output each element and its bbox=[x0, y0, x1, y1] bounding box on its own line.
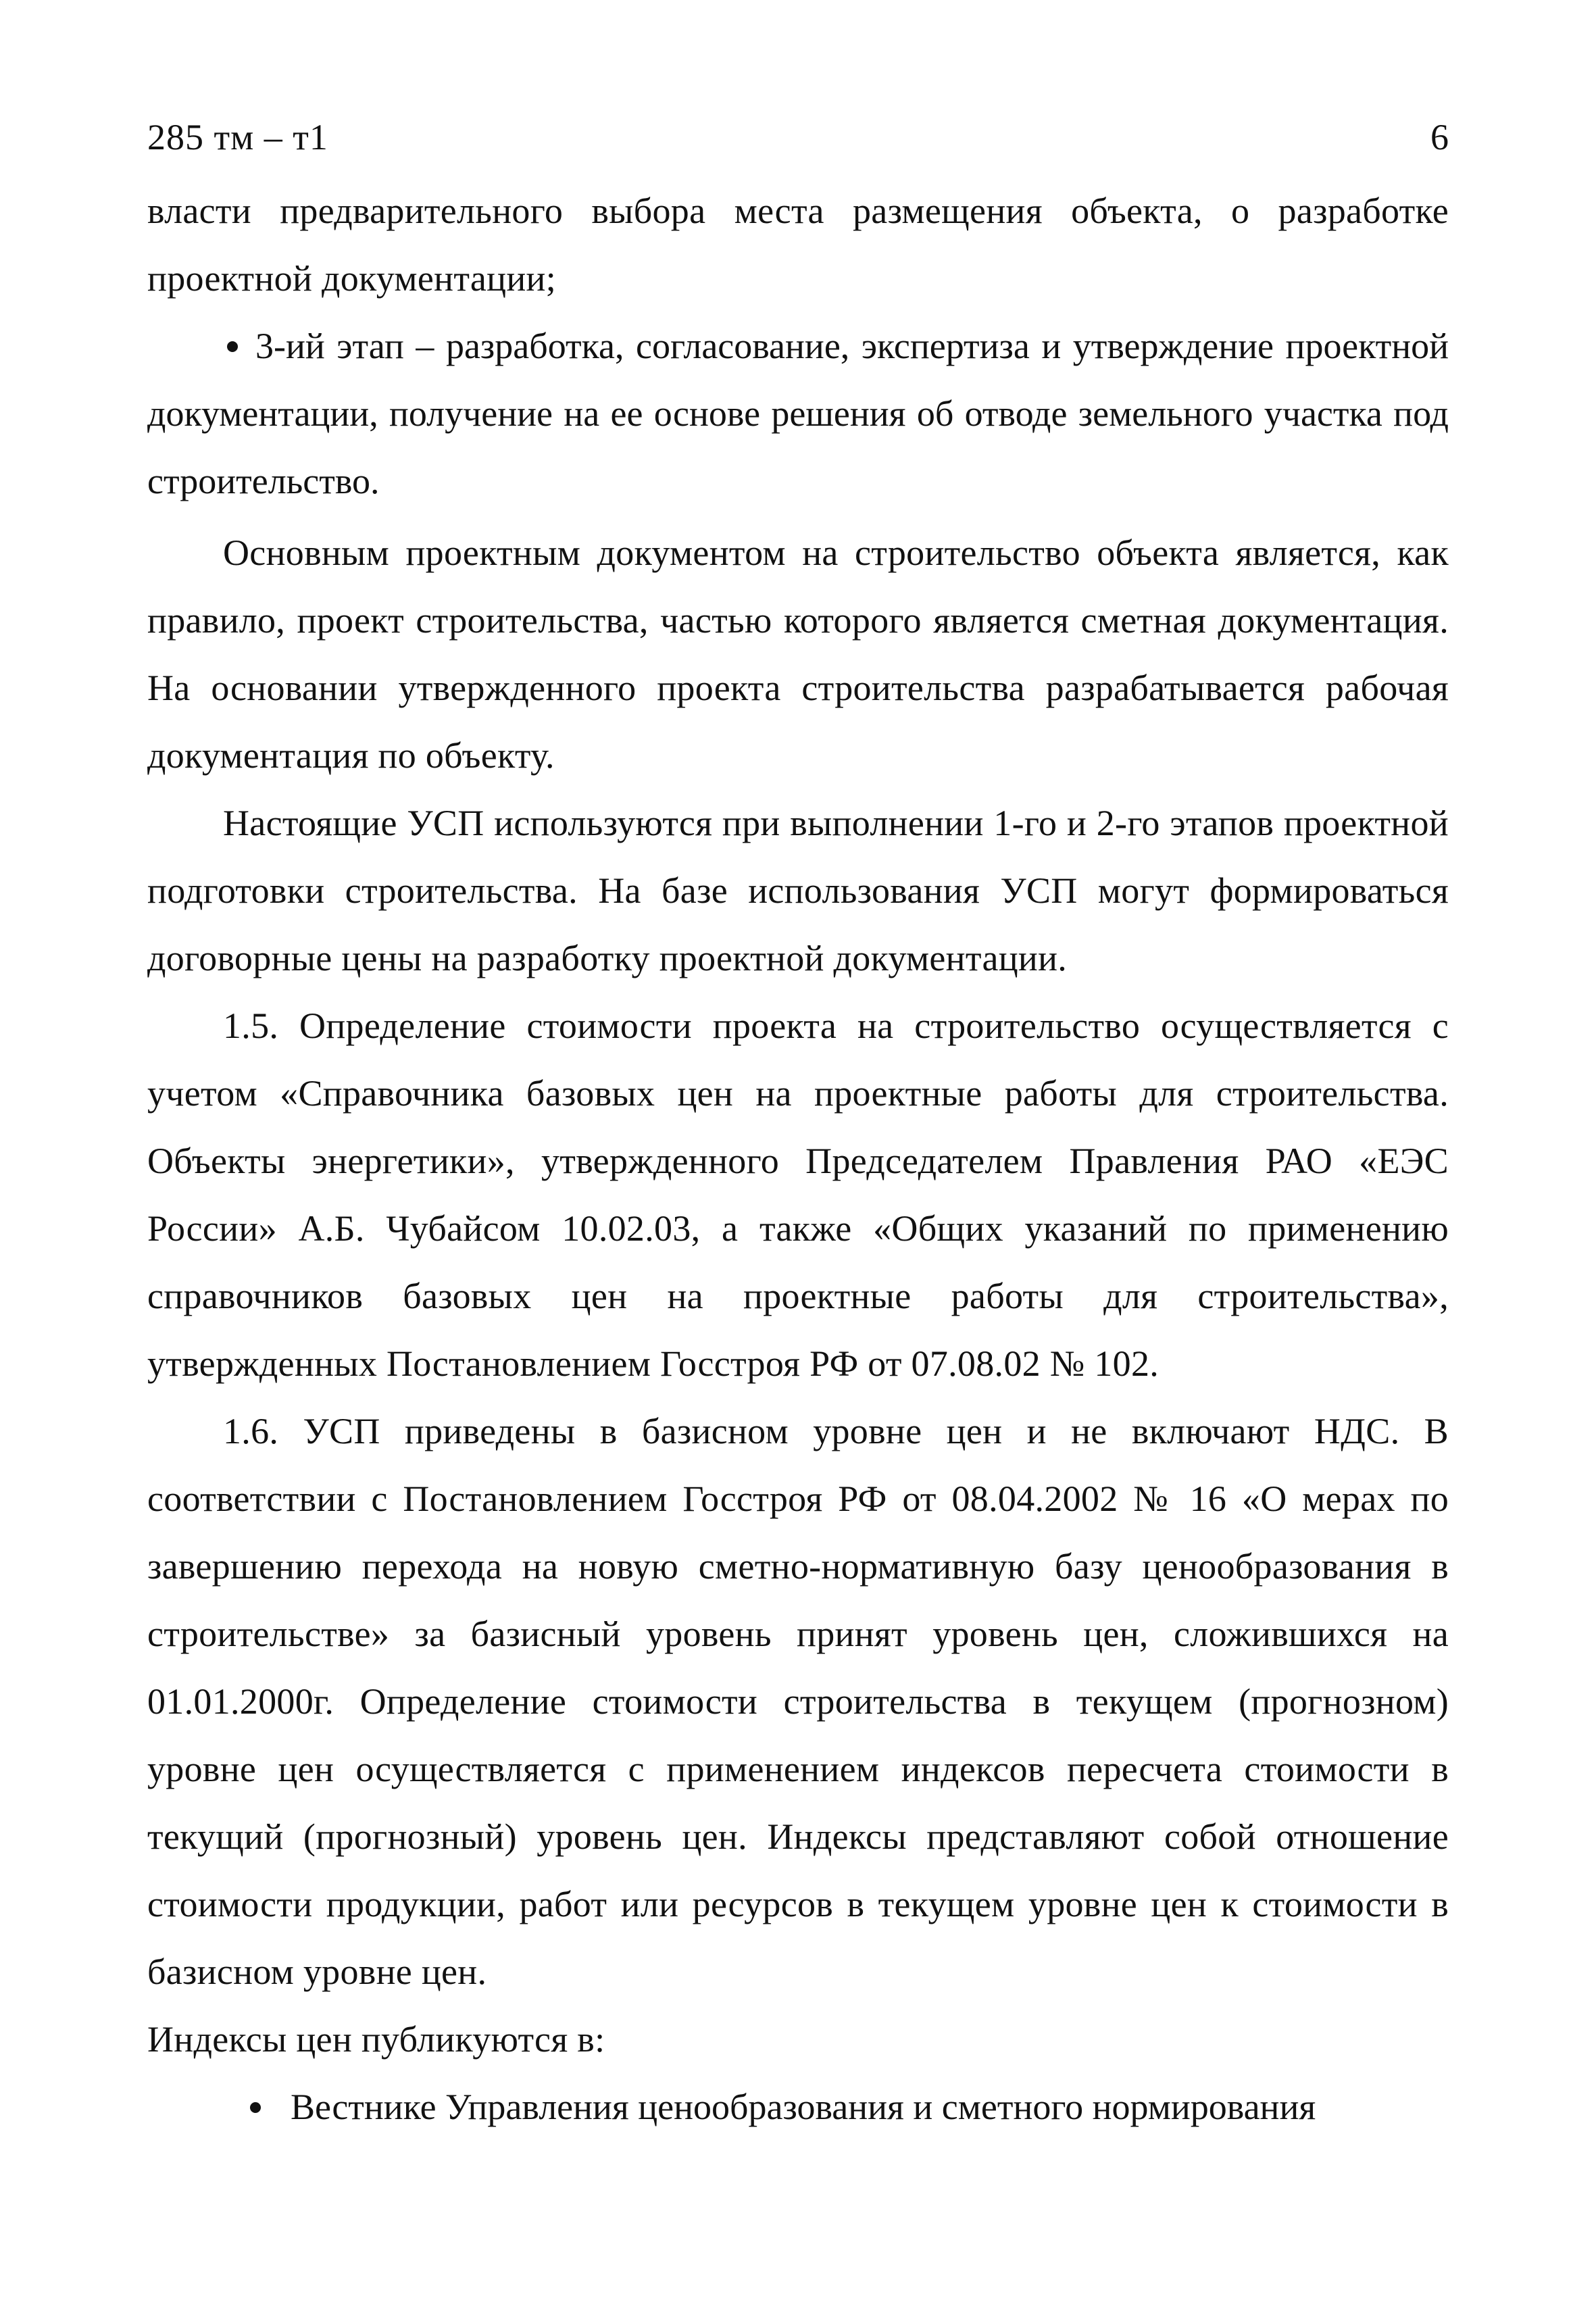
bullet-dot-icon bbox=[250, 2102, 261, 2113]
paragraph-1-6: 1.6. УСП приведены в базисном уровне цен и не включают НДС. В соответствии с Постановлением Госстроя РФ от 08.04.2002 № 16 «О мерах по завершению перехода на новую сметно-нормативную базу ценообразования в строительстве» за базисный уровень принят уровень цен, сложившихся на 01.01.2000г. Определение стоимости строительства в текущем (прогнозном) уровне цен осуществляется с применением индексов пересчета стоимости в текущий (прогнозный) уровень цен. Индексы представляют собой отношение стоимости продукции, работ или ресурсов в текущем уровне цен к стоимости в базисном уровне цен. bbox=[147, 1411, 1449, 1992]
paragraph-continuation: власти предварительного выбора места размещения объекта, о разработке проектной документации; bbox=[147, 191, 1449, 299]
bullet-item-stage-3 bbox=[147, 312, 1449, 515]
paragraph-usp-usage: Настоящие УСП используются при выполнении 1-го и 2-го этапов проектной подготовки строительства. На базе использования УСП могут формироваться договорные цены на разработку проектной документации. bbox=[147, 803, 1449, 978]
paragraph-main-document: Основным проектным документом на строительство объекта является, как правило, проект строительства, частью которого является сметная документация. На основании утвержденного проекта строительства разрабатывается рабочая документация по объекту. bbox=[147, 532, 1449, 776]
paragraph-indices: Индексы цен публикуются в: bbox=[147, 2019, 605, 2060]
bullet-text: 3-ий этап – разработка, согласование, экспертиза и утверждение проектной документации, получение на ее основе решения об отводе земельного участка под строительство. bbox=[147, 326, 1449, 501]
document-body bbox=[147, 177, 1449, 2141]
paragraph-1-5: 1.5. Определение стоимости проекта на строительство осуществляется с учетом «Справочника базовых цен на проектные работы для строительства. Объекты энергетики», утвержденного Председателем Правления РАО «ЕЭС России» А.Б. Чубайсом 10.02.03, а также «Общих указаний по применению справочников базовых цен на проектные работы для строительства», утвержденных Постановлением Госстроя РФ от 07.08.02 № 102. bbox=[147, 1005, 1449, 1384]
document-code: 285 тм – т1 bbox=[147, 117, 328, 157]
bullet-item-vestnik bbox=[147, 2073, 1449, 2141]
page-number: 6 bbox=[1430, 117, 1449, 157]
bullet-dot-icon bbox=[227, 341, 238, 352]
bullet-text: Вестнике Управления ценообразования и сметного нормирования bbox=[291, 2087, 1316, 2127]
